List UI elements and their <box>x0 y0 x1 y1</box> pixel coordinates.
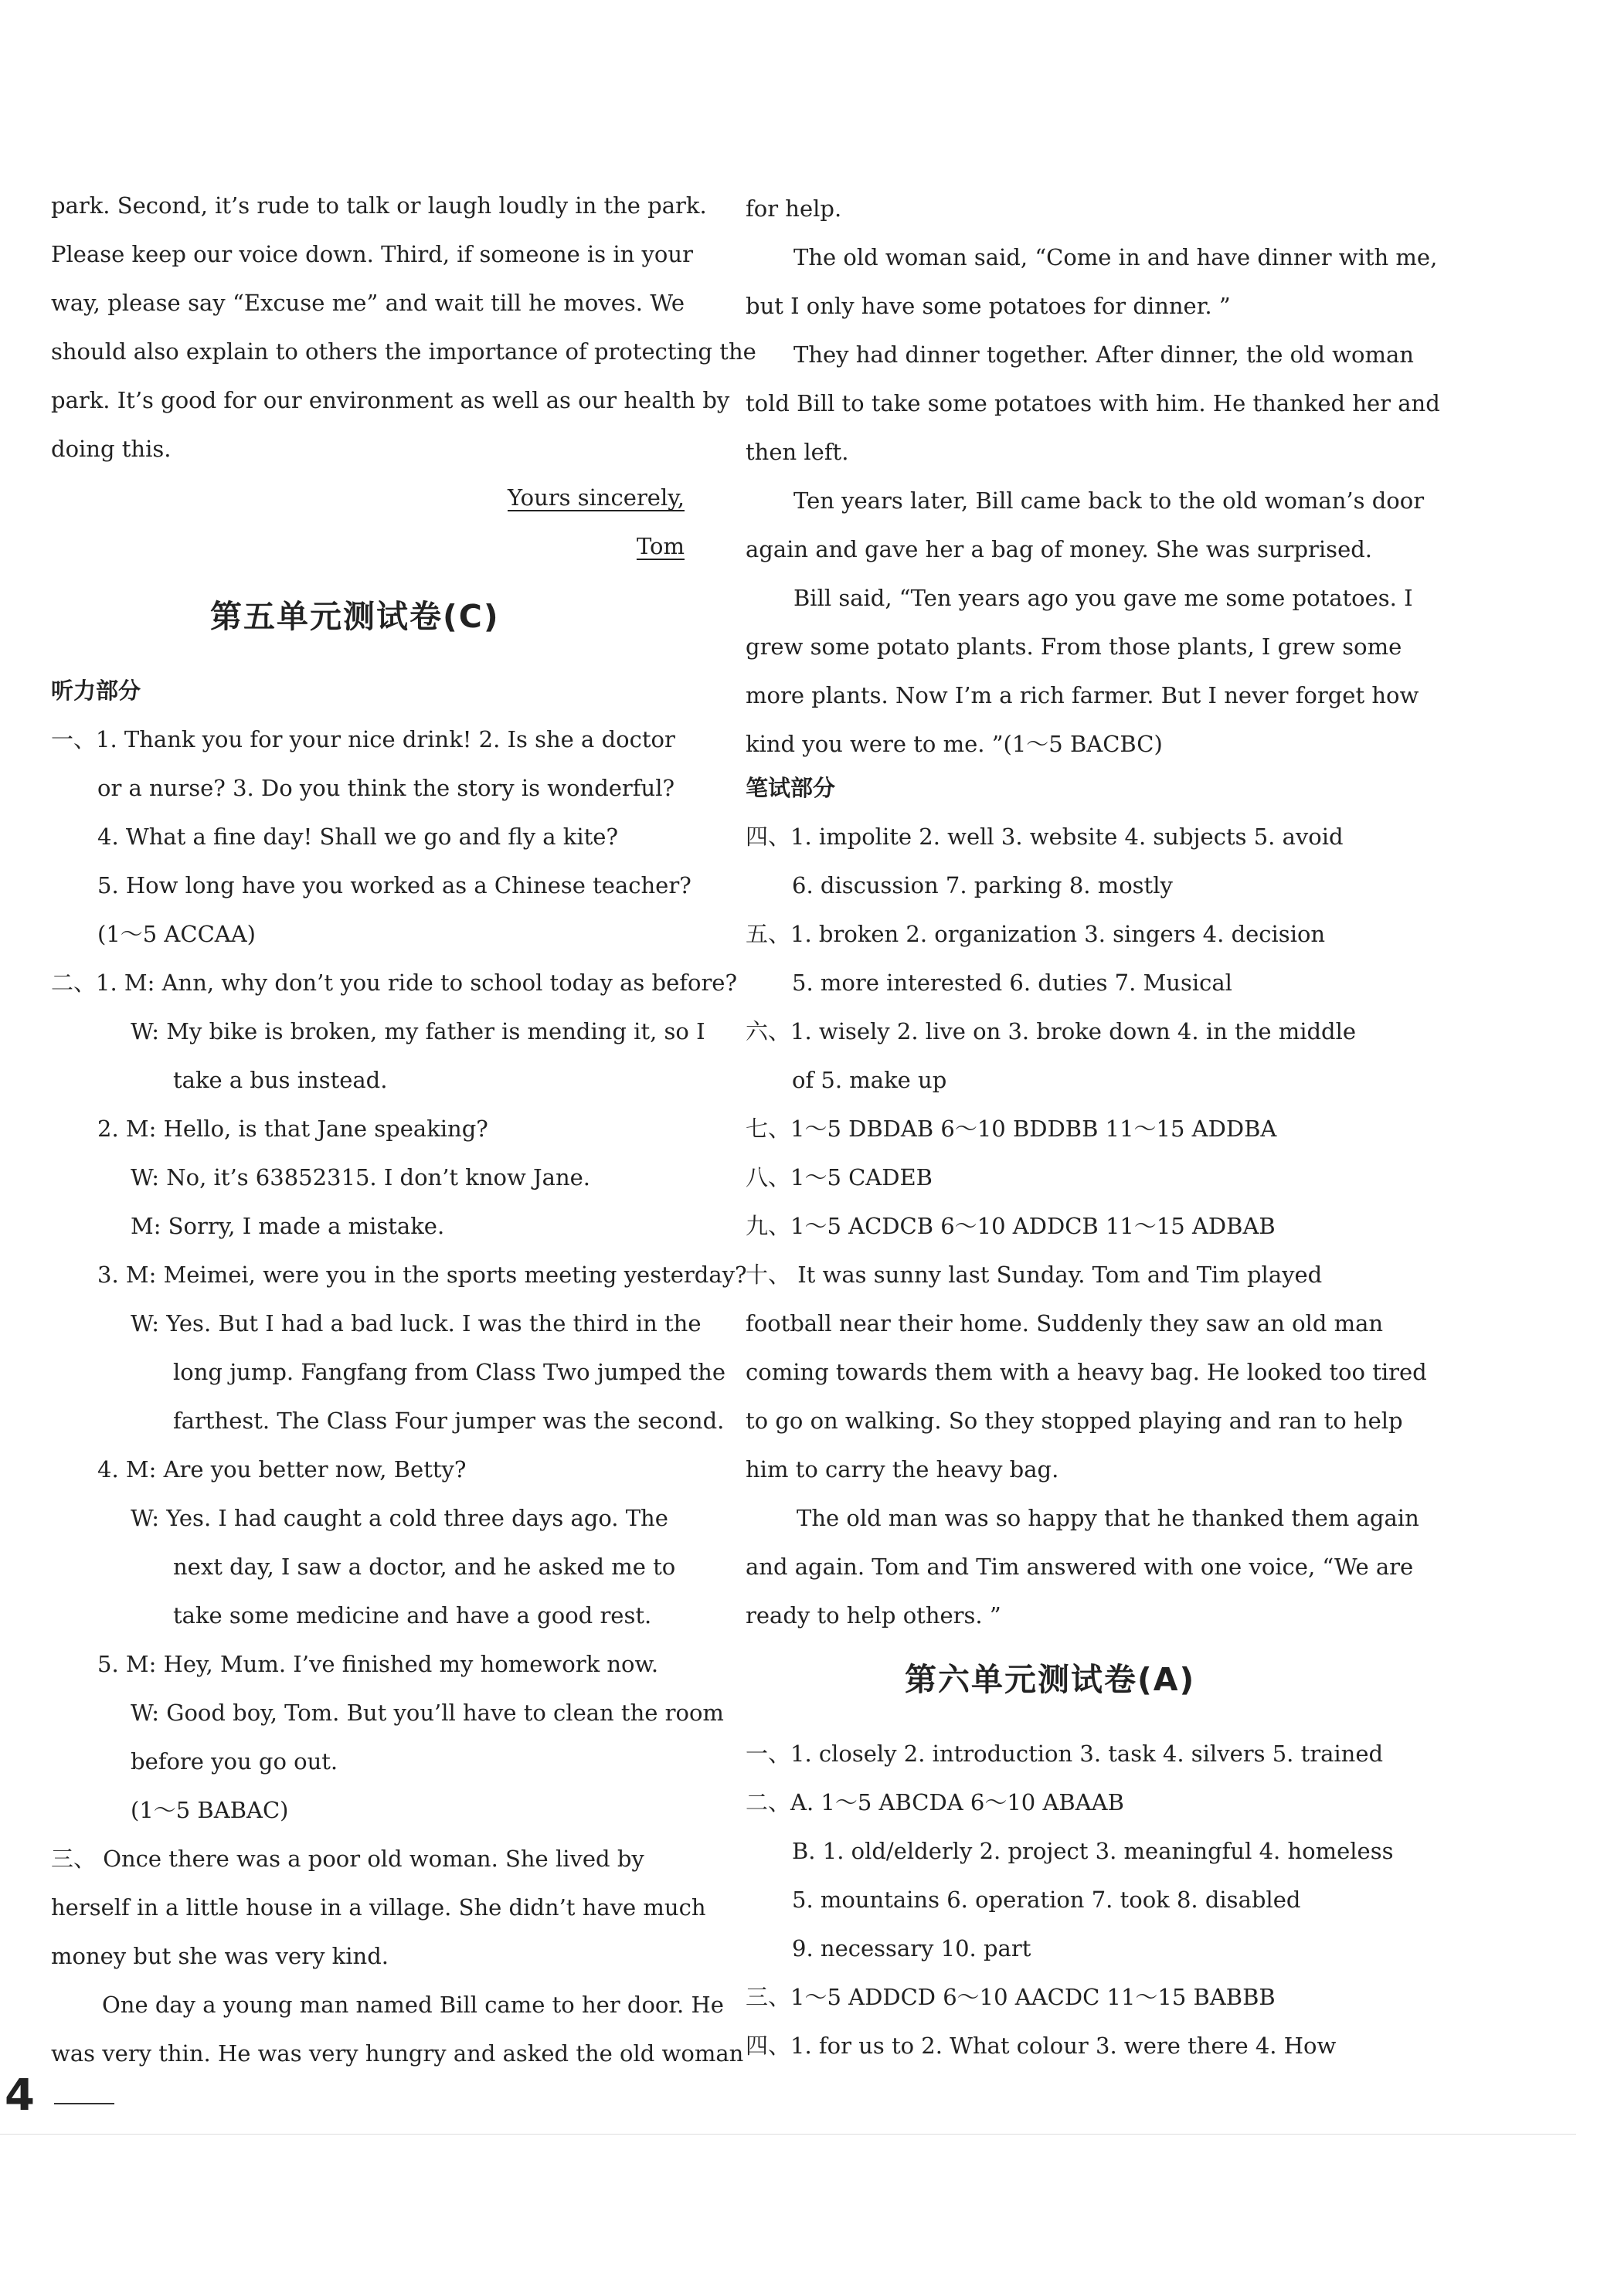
essay-line: football near their home. Suddenly they saw an old man <box>746 1310 1384 1337</box>
dialogue-line: next day, I saw a doctor, and he asked me to <box>173 1554 676 1580</box>
letter-signature: Tom <box>636 533 685 559</box>
story-line: Ten years later, Bill came back to the old woman’s door <box>793 487 1425 514</box>
answer-line: (1～5 ACCAA) <box>97 921 256 947</box>
dialogue-line: before you go out. <box>131 1748 338 1775</box>
answer-line: 二、A. 1～5 ABCDA 6～10 ABAAB <box>746 1789 1124 1815</box>
answer-line: 6. discussion 7. parking 8. mostly <box>792 872 1173 898</box>
essay-line: 十、 It was sunny last Sunday. Tom and Tim played <box>746 1262 1323 1288</box>
answer-line: 二、1. M: Ann, why don’t you ride to school today as before? <box>51 970 738 996</box>
essay-line: coming towards them with a heavy bag. He looked too tired <box>746 1359 1427 1385</box>
essay-line: to go on walking. So they stopped playing and ran to help <box>746 1408 1403 1434</box>
story-line: One day a young man named Bill came to her door. He <box>102 1992 724 2018</box>
answer-line: 七、1～5 DBDAB 6～10 BDDBB 11～15 ADDBA <box>746 1116 1277 1142</box>
answer-line: 六、1. wisely 2. live on 3. broke down 4. in the middle <box>746 1018 1357 1044</box>
answer-line: 5. How long have you worked as a Chinese teacher? <box>97 872 691 898</box>
story-line: told Bill to take some potatoes with him. He thanked her and <box>746 390 1440 416</box>
story-line: for help. <box>746 195 842 222</box>
dialogue-line: W: Good boy, Tom. But you’ll have to clean the room <box>131 1700 724 1726</box>
story-line: was very thin. He was very hungry and asked the old woman <box>51 2040 744 2067</box>
story-line: more plants. Now I’m a rich farmer. But I never forget how <box>746 682 1419 708</box>
story-line: but I only have some potatoes for dinner. ” <box>746 293 1231 319</box>
answer-line: 一、1. Thank you for your nice drink! 2. Is she a doctor <box>51 726 675 752</box>
letter-text-line: park. Second, it’s rude to talk or laugh loudly in the park. <box>51 192 707 219</box>
story-line: They had dinner together. After dinner, the old woman <box>793 341 1414 368</box>
page-number-rule <box>54 2103 114 2104</box>
answer-line: 5. more interested 6. duties 7. Musical <box>792 970 1232 996</box>
answer-line: B. 1. old/elderly 2. project 3. meaningful 4. homeless <box>792 1838 1394 1864</box>
essay-line: and again. Tom and Tim answered with one voice, “We are <box>746 1554 1414 1580</box>
answer-line: 5. mountains 6. operation 7. took 8. disabled <box>792 1887 1301 1913</box>
dialogue-line: farthest. The Class Four jumper was the second. <box>173 1408 725 1434</box>
story-line: kind you were to me. ”(1～5 BACBC) <box>746 731 1163 757</box>
answer-line: or a nurse? 3. Do you think the story is wonderful? <box>97 775 675 801</box>
letter-text-line: doing this. <box>51 436 172 462</box>
answer-line: 一、1. closely 2. introduction 3. task 4. silvers 5. trained <box>746 1741 1384 1767</box>
dialogue-line: 3. M: Meimei, were you in the sports meeting yesterday? <box>97 1262 747 1288</box>
dialogue-line: take a bus instead. <box>173 1067 388 1093</box>
answer-line: 四、1. for us to 2. What colour 3. were there 4. How <box>746 2033 1337 2059</box>
answer-line: 四、1. impolite 2. well 3. website 4. subjects 5. avoid <box>746 824 1344 850</box>
unit6a-title: 第六单元测试卷(A) <box>905 1661 1196 1698</box>
answer-line: (1～5 BABAC) <box>131 1797 289 1823</box>
dialogue-line: 2. M: Hello, is that Jane speaking? <box>97 1116 488 1142</box>
dialogue-line: M: Sorry, I made a mistake. <box>131 1213 445 1239</box>
letter-text-line: Please keep our voice down. Third, if someone is in your <box>51 241 693 267</box>
answer-line: 八、1～5 CADEB <box>746 1164 933 1190</box>
story-line: herself in a little house in a village. She didn’t have much <box>51 1894 706 1921</box>
unit5c-title: 第五单元测试卷(C) <box>210 598 500 635</box>
essay-line: ready to help others. ” <box>746 1602 1001 1629</box>
letter-closing: Yours sincerely, <box>507 484 685 511</box>
story-line: Bill said, “Ten years ago you gave me some potatoes. I <box>793 585 1413 611</box>
dialogue-line: W: Yes. I had caught a cold three days ago. The <box>131 1505 668 1531</box>
dialogue-line: take some medicine and have a good rest. <box>173 1602 652 1629</box>
listening-heading: 听力部分 <box>51 678 141 704</box>
story-line: grew some potato plants. From those plants, I grew some <box>746 633 1402 660</box>
letter-text-line: should also explain to others the importance of protecting the <box>51 338 756 365</box>
page-number: 4 <box>5 2070 35 2121</box>
story-line: money but she was very kind. <box>51 1943 389 1969</box>
story-line: again and gave her a bag of money. She was surprised. <box>746 536 1373 562</box>
answer-line: of 5. make up <box>792 1067 947 1093</box>
dialogue-line: 5. M: Hey, Mum. I’ve finished my homework now. <box>97 1651 659 1677</box>
story-line: then left. <box>746 439 849 465</box>
answer-line: 4. What a fine day! Shall we go and fly a kite? <box>97 824 619 850</box>
essay-line: him to carry the heavy bag. <box>746 1456 1059 1483</box>
letter-text-line: park. It’s good for our environment as well as our health by <box>51 387 730 413</box>
story-line: 三、 Once there was a poor old woman. She lived by <box>51 1846 644 1872</box>
story-line: The old woman said, “Come in and have dinner with me, <box>793 244 1438 270</box>
dialogue-line: long jump. Fangfang from Class Two jumped the <box>173 1359 726 1385</box>
dialogue-line: W: My bike is broken, my father is mending it, so I <box>131 1018 705 1044</box>
essay-line: The old man was so happy that he thanked them again <box>797 1505 1419 1531</box>
answer-line: 五、1. broken 2. organization 3. singers 4. decision <box>746 921 1326 947</box>
written-heading: 笔试部分 <box>746 775 836 801</box>
footer-divider <box>0 2134 1576 2135</box>
answer-line: 9. necessary 10. part <box>792 1935 1031 1961</box>
letter-text-line: way, please say “Excuse me” and wait till he moves. We <box>51 290 685 316</box>
answer-line: 九、1～5 ACDCB 6～10 ADDCB 11～15 ADBAB <box>746 1213 1276 1239</box>
dialogue-line: W: Yes. But I had a bad luck. I was the third in the <box>131 1310 702 1337</box>
answer-line: 三、1～5 ADDCD 6～10 AACDC 11～15 BABBB <box>746 1984 1276 2010</box>
dialogue-line: 4. M: Are you better now, Betty? <box>97 1456 467 1483</box>
dialogue-line: W: No, it’s 63852315. I don’t know Jane. <box>131 1164 591 1190</box>
